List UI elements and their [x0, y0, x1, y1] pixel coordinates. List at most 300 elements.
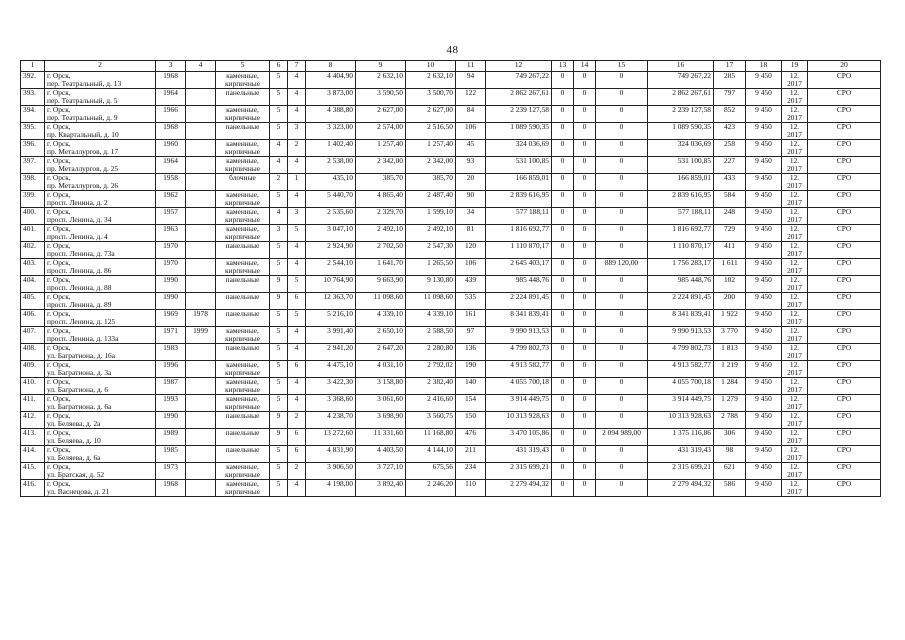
cell-text: 401.: [23, 224, 36, 233]
cell-premises-area: [356, 446, 406, 463]
cell-wall-material: [216, 259, 270, 276]
cell-completion-date: [782, 106, 808, 123]
cell-text: г. Орск,: [47, 258, 71, 267]
cell-text: 200: [723, 292, 736, 301]
cell-reconstruction-year: [186, 106, 216, 123]
cell-text: 154: [464, 394, 477, 403]
cell-completion-date: [782, 361, 808, 378]
cell-residential-area: [406, 276, 456, 293]
cell-text: 12.: [789, 479, 800, 488]
cell-row-number: [21, 191, 45, 208]
cell-text: 45: [466, 139, 475, 148]
cell-text: панельные: [225, 292, 260, 301]
cell-text: 531 100,85: [677, 156, 711, 165]
cell-text: 234: [464, 462, 477, 471]
cell-text: 411: [724, 241, 735, 250]
cell-premises-area: [356, 344, 406, 361]
cell-text: 0: [582, 241, 587, 250]
cell-fund-federal: [552, 412, 574, 429]
cell-text: 2 544,10: [327, 258, 353, 267]
cell-total-area: [306, 310, 356, 327]
cell-entrances: [288, 412, 306, 429]
cell-text: кирпичные: [224, 147, 261, 156]
cell-funding-method: [808, 327, 881, 344]
cell-fund-federal: [552, 446, 574, 463]
cell-text: 0: [560, 224, 565, 233]
cell-build-year: [156, 140, 186, 157]
cell-text: 12.: [789, 411, 800, 420]
cell-fund-federal: [552, 157, 574, 174]
cell-text: 9 990 913,53: [672, 326, 711, 335]
cell-text: 2 792,02: [427, 360, 453, 369]
cell-text: 0: [582, 394, 587, 403]
cell-completion-date: [782, 480, 808, 497]
cell-text: 166 859,01: [515, 173, 549, 182]
cell-wall-material: [216, 395, 270, 412]
cell-text: 1989: [163, 428, 178, 437]
cell-text: 136: [464, 343, 477, 352]
cell-text: 397.: [23, 156, 36, 165]
cell-text: 4 198,00: [327, 479, 353, 488]
cell-row-number: [21, 310, 45, 327]
cell-text: г. Орск,: [47, 462, 71, 471]
cell-reconstruction-year: [186, 191, 216, 208]
cell-text: каменные,: [226, 139, 259, 148]
cell-text: 2: [294, 462, 299, 471]
cell-build-year: [156, 344, 186, 361]
cell-floors: [270, 446, 288, 463]
cell-text: 0: [582, 224, 587, 233]
cell-text: панельные: [225, 122, 260, 131]
cell-text: 4: [294, 258, 299, 267]
cell-text: кирпичные: [224, 334, 261, 343]
cell-owners-funds: [648, 123, 714, 140]
cell-text: 4: [294, 156, 299, 165]
cell-text: панельные: [225, 275, 260, 284]
cell-owners-funds: [648, 293, 714, 310]
cell-text: 433: [723, 173, 736, 182]
cell-text: 306: [723, 428, 736, 437]
cell-residents-count: [456, 412, 486, 429]
cell-reconstruction-year: [186, 123, 216, 140]
cell-row-number: [21, 72, 45, 89]
cell-premises-area: [356, 72, 406, 89]
cell-text: 227: [723, 156, 736, 165]
cell-text: 2 279 494,32: [672, 479, 711, 488]
cell-residential-area: [406, 429, 456, 446]
cell-floors: [270, 395, 288, 412]
cell-fund-local: [596, 463, 648, 480]
cell-entrances: [288, 242, 306, 259]
cell-entrances: [288, 361, 306, 378]
cell-reconstruction-year: [186, 344, 216, 361]
cell-completion-date: [782, 395, 808, 412]
cell-max-unit-cost: [746, 463, 782, 480]
cell-text: 9 450: [755, 207, 772, 216]
cell-build-year: [156, 123, 186, 140]
cell-build-year: [156, 259, 186, 276]
cell-text: 9 450: [755, 462, 772, 471]
cell-fund-local: [596, 446, 648, 463]
cell-address: [45, 429, 156, 446]
cell-max-unit-cost: [746, 395, 782, 412]
cell-premises-area: [356, 361, 406, 378]
cell-floors: [270, 361, 288, 378]
cell-text: 5: [276, 241, 281, 250]
cell-floors: [270, 480, 288, 497]
cell-residential-area: [406, 174, 456, 191]
cell-text: 9 450: [755, 309, 772, 318]
cell-text: 2017: [787, 436, 802, 445]
cell-text: 1966: [163, 105, 178, 114]
cell-build-year: [156, 361, 186, 378]
cell-row-number: [21, 480, 45, 497]
cell-text: 9 663,90: [377, 275, 403, 284]
cell-text: 0: [619, 445, 624, 454]
cell-text: 9 450: [755, 377, 772, 386]
cell-residents-count: [456, 327, 486, 344]
cell-completion-date: [782, 310, 808, 327]
cell-text: 2017: [787, 198, 802, 207]
cell-fund-regional: [574, 276, 596, 293]
cell-residents-count: [456, 259, 486, 276]
cell-text: 0: [582, 479, 587, 488]
cell-text: кирпичные: [224, 232, 261, 241]
cell-reconstruction-year: [186, 259, 216, 276]
cell-text: г. Орск,: [47, 343, 71, 352]
cell-text: 4: [276, 156, 281, 165]
cell-text: 0: [582, 411, 587, 420]
cell-text: СРО: [836, 360, 852, 369]
cell-fund-federal: [552, 293, 574, 310]
cell-fund-regional: [574, 191, 596, 208]
cell-reconstruction-year: [186, 327, 216, 344]
cell-max-unit-cost: [746, 106, 782, 123]
cell-text: 2017: [787, 453, 802, 462]
cell-text: г. Орск,: [47, 207, 71, 216]
cell-completion-date: [782, 327, 808, 344]
cell-text: ул. Багратиона, д. 16а: [47, 351, 116, 360]
cell-text: 150: [464, 411, 477, 420]
cell-text: 1973: [163, 462, 178, 471]
cell-funding-method: [808, 463, 881, 480]
cell-text: 0: [619, 173, 624, 182]
cell-fund-regional: [574, 293, 596, 310]
cell-text: 12.: [789, 190, 800, 199]
cell-text: 1 813: [721, 343, 738, 352]
cell-residential-area: [406, 378, 456, 395]
cell-text: 1 257,40: [377, 139, 403, 148]
cell-text: панельные: [225, 445, 260, 454]
cell-text: СРО: [836, 224, 852, 233]
cell-text: 4 913 582,77: [672, 360, 711, 369]
cell-wall-material: [216, 242, 270, 259]
cell-text: 2 239 127,58: [510, 105, 549, 114]
table-row: [21, 259, 881, 276]
cell-text: 9: [276, 428, 281, 437]
cell-text: 2017: [787, 79, 802, 88]
cell-total-area: [306, 225, 356, 242]
cell-text: 5: [276, 343, 281, 352]
cell-text: 2017: [787, 402, 802, 411]
cell-wall-material: [216, 446, 270, 463]
cell-text: 5: [276, 105, 281, 114]
table-row: [21, 327, 881, 344]
cell-wall-material: [216, 463, 270, 480]
cell-residents-count: [456, 276, 486, 293]
cell-funding-method: [808, 361, 881, 378]
cell-text: 12.: [789, 71, 800, 80]
cell-text: 577 188,11: [516, 207, 549, 216]
cell-text: 3: [294, 207, 299, 216]
cell-text: 2017: [787, 487, 802, 496]
cell-owners-funds: [648, 225, 714, 242]
cell-text: 797: [723, 88, 736, 97]
cell-address: [45, 327, 156, 344]
cell-text: 3 873,00: [327, 88, 353, 97]
cell-completion-date: [782, 225, 808, 242]
cell-text: 0: [560, 71, 565, 80]
cell-text: каменные,: [226, 224, 259, 233]
cell-completion-date: [782, 242, 808, 259]
cell-entrances: [288, 276, 306, 293]
cell-text: 8 341 839,41: [672, 309, 711, 318]
cell-text: 5: [276, 462, 281, 471]
cell-max-unit-cost: [746, 157, 782, 174]
cell-reconstruction-year: [186, 225, 216, 242]
cell-text: 3 727,10: [377, 462, 403, 471]
cell-address: [45, 361, 156, 378]
cell-address: [45, 225, 156, 242]
cell-text: г. Орск,: [47, 88, 71, 97]
cell-residential-area: [406, 259, 456, 276]
cell-unit-cost: [714, 259, 746, 276]
cell-fund-local: [596, 191, 648, 208]
cell-text: 4 388,80: [327, 105, 353, 114]
cell-owners-funds: [648, 191, 714, 208]
cell-text: СРО: [836, 292, 852, 301]
cell-text: 4 475,10: [327, 360, 353, 369]
cell-reconstruction-year: [186, 361, 216, 378]
cell-text: 403.: [23, 258, 36, 267]
cell-residential-area: [406, 191, 456, 208]
cell-text: 9 450: [755, 190, 772, 199]
cell-residents-count: [456, 310, 486, 327]
cell-fund-local: [596, 378, 648, 395]
cell-fund-federal: [552, 310, 574, 327]
cell-total-area: [306, 378, 356, 395]
cell-residential-area: [406, 208, 456, 225]
cell-max-unit-cost: [746, 72, 782, 89]
cell-text: 2017: [787, 300, 802, 309]
cell-unit-cost: [714, 344, 746, 361]
cell-text: 2 647,20: [377, 343, 403, 352]
cell-funding-method: [808, 344, 881, 361]
cell-premises-area: [356, 327, 406, 344]
cell-text: 0: [619, 122, 624, 131]
cell-funding-method: [808, 174, 881, 191]
cell-reconstruction-year: [186, 395, 216, 412]
cell-text: 749 267,22: [515, 71, 549, 80]
cell-text: 405.: [23, 292, 36, 301]
cell-text: каменные,: [226, 190, 259, 199]
cell-fund-regional: [574, 378, 596, 395]
cell-text: 0: [560, 411, 565, 420]
cell-text: 2 280,80: [427, 343, 453, 352]
cell-text: 2017: [787, 147, 802, 156]
cell-text: 4: [276, 207, 281, 216]
cell-completion-date: [782, 89, 808, 106]
cell-fund-local: [596, 344, 648, 361]
cell-build-year: [156, 463, 186, 480]
cell-fund-federal: [552, 242, 574, 259]
cell-text: 0: [582, 360, 587, 369]
cell-text: 102: [723, 275, 736, 284]
cell-text: 5: [276, 377, 281, 386]
cell-text: 0: [619, 462, 624, 471]
cell-premises-area: [356, 106, 406, 123]
cell-residents-count: [456, 157, 486, 174]
cell-text: 1964: [163, 88, 178, 97]
cell-text: 3 047,10: [327, 224, 353, 233]
cell-completion-date: [782, 344, 808, 361]
column-number-20: 20: [808, 61, 881, 72]
cell-text: 9 450: [755, 343, 772, 352]
cell-text: 0: [560, 190, 565, 199]
column-number-12: 12: [486, 61, 552, 72]
cell-text: 9 990 913,53: [510, 326, 549, 335]
cell-text: 2 627,00: [427, 105, 453, 114]
cell-text: 248: [723, 207, 736, 216]
cell-text: панельные: [225, 428, 260, 437]
column-number-13: 13: [552, 61, 574, 72]
cell-text: 0: [619, 207, 624, 216]
cell-residents-count: [456, 480, 486, 497]
cell-build-year: [156, 89, 186, 106]
cell-text: 12.: [789, 462, 800, 471]
cell-text: 161: [464, 309, 477, 318]
cell-premises-area: [356, 480, 406, 497]
cell-text: 9 450: [755, 445, 772, 454]
cell-unit-cost: [714, 293, 746, 310]
table-row: [21, 293, 881, 310]
cell-fund-local: [596, 174, 648, 191]
cell-total-area: [306, 276, 356, 293]
cell-text: 1990: [163, 292, 178, 301]
cell-fund-federal: [552, 225, 574, 242]
table-row: [21, 89, 881, 106]
cell-reconstruction-year: [186, 276, 216, 293]
cell-reconstruction-year: [186, 429, 216, 446]
cell-owners-funds: [648, 106, 714, 123]
cell-residents-count: [456, 395, 486, 412]
cell-text: каменные,: [226, 258, 259, 267]
cell-premises-area: [356, 378, 406, 395]
cell-text: 985 448,76: [515, 275, 549, 284]
cell-text: 0: [560, 360, 565, 369]
cell-floors: [270, 259, 288, 276]
cell-build-year: [156, 72, 186, 89]
cell-text: 3 906,50: [327, 462, 353, 471]
cell-text: 12.: [789, 156, 800, 165]
cell-text: просп. Ленина, д. 133а: [47, 334, 119, 343]
table-row: [21, 123, 881, 140]
cell-fund-regional: [574, 72, 596, 89]
cell-entrances: [288, 293, 306, 310]
cell-text: блочные: [229, 173, 256, 182]
cell-completion-date: [782, 293, 808, 310]
cell-text: г. Орск,: [47, 190, 71, 199]
cell-completion-date: [782, 276, 808, 293]
cell-text: СРО: [836, 258, 852, 267]
cell-text: 2 492,10: [427, 224, 453, 233]
cell-text: 435,10: [332, 173, 353, 182]
cell-unit-cost: [714, 327, 746, 344]
cell-text: 1 816 692,77: [510, 224, 549, 233]
cell-text: 3 892,40: [377, 479, 403, 488]
cell-text: 2 941,20: [327, 343, 353, 352]
cell-max-unit-cost: [746, 140, 782, 157]
cell-total-area: [306, 480, 356, 497]
cell-floors: [270, 412, 288, 429]
cell-owners-funds: [648, 157, 714, 174]
cell-funding-method: [808, 157, 881, 174]
cell-floors: [270, 242, 288, 259]
cell-text: 4: [294, 479, 299, 488]
cell-row-number: [21, 293, 45, 310]
cell-unit-cost: [714, 191, 746, 208]
cell-max-unit-cost: [746, 191, 782, 208]
cell-text: 12.: [789, 377, 800, 386]
cell-text: 0: [560, 88, 565, 97]
cell-address: [45, 259, 156, 276]
cell-text: 4 339,10: [427, 309, 453, 318]
cell-text: 12.: [789, 428, 800, 437]
table-row: [21, 208, 881, 225]
cell-text: 11 098,60: [423, 292, 453, 301]
column-number-9: 9: [356, 61, 406, 72]
cell-max-unit-cost: [746, 208, 782, 225]
cell-text: каменные,: [226, 207, 259, 216]
cell-text: 4: [276, 139, 281, 148]
cell-fund-local: [596, 242, 648, 259]
cell-fund-regional: [574, 361, 596, 378]
cell-text: 586: [723, 479, 736, 488]
column-number-14: 14: [574, 61, 596, 72]
cell-text: каменные,: [226, 377, 259, 386]
cell-total-cost: [486, 106, 552, 123]
cell-text: 411.: [23, 394, 36, 403]
cell-text: пр. Металлургов, д. 17: [47, 147, 119, 156]
cell-text: 324 036,69: [677, 139, 711, 148]
cell-text: г. Орск,: [47, 71, 71, 80]
cell-premises-area: [356, 225, 406, 242]
cell-total-cost: [486, 395, 552, 412]
cell-text: 9 450: [755, 122, 772, 131]
cell-total-cost: [486, 327, 552, 344]
cell-text: 2: [294, 139, 299, 148]
column-number-6: 6: [270, 61, 288, 72]
cell-text: 2: [294, 411, 299, 420]
cell-text: каменные,: [226, 156, 259, 165]
cell-residential-area: [406, 157, 456, 174]
cell-text: кирпичные: [224, 79, 261, 88]
cell-row-number: [21, 259, 45, 276]
cell-text: 729: [723, 224, 736, 233]
cell-address: [45, 72, 156, 89]
cell-text: 0: [582, 377, 587, 386]
cell-entrances: [288, 208, 306, 225]
